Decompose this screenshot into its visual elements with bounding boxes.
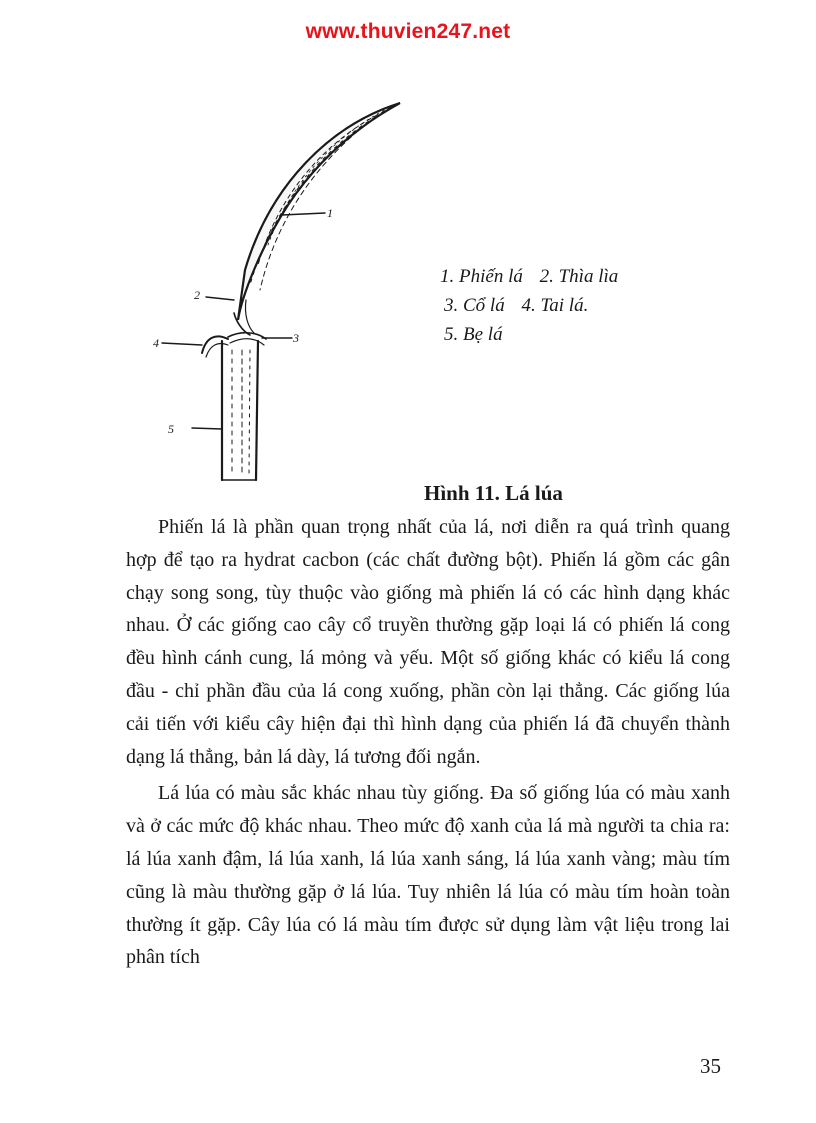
legend-item-1: 1. Phiến lá xyxy=(440,266,523,287)
callout-label-4: 4 xyxy=(153,336,159,350)
callout-label-5: 5 xyxy=(168,422,174,436)
rice-leaf-drawing xyxy=(150,95,415,490)
legend-line xyxy=(440,262,700,291)
rice-leaf-figure xyxy=(150,95,415,490)
legend-item-3: 3. Cổ lá xyxy=(444,295,505,316)
callout-label-1: 1 xyxy=(327,206,333,220)
paragraph: Lá lúa có màu sắc khác nhau tùy giống. Đa số giống lúa có màu xanh và ở các mức độ khác nhau. Theo mức độ xanh của lá mà người ta chia ra: lá lúa xanh đậm, lá lúa xanh, lá lúa xanh sáng, lá lúa xanh vàng; màu tím cũng là màu thường gặp ở lá lúa. Tuy nhiên lá lúa có màu tím hoàn toàn thường ít gặp. Cây lúa có lá màu tím được sử dụng làm vật liệu trong lai phân tích xyxy=(126,782,730,969)
legend-item-5: 5. Bẹ lá xyxy=(444,324,503,345)
paragraph: Phiến lá là phần quan trọng nhất của lá, nơi diễn ra quá trình quang hợp để tạo ra hydrat cacbon (các chất đường bột). Phiến lá gồm các gân chạy song song, tùy thuộc vào giống mà phiến lá có các hình dạng khác nhau. Ở các giống cao cây cổ truyền thường gặp loại lá có phiến lá cong đều hình cánh cung, lá mỏng và yếu. Một số giống khác có kiểu lá cong đầu - chỉ phần đầu của lá cong xuống, phần còn lại thẳng. Các giống lúa cải tiến với kiểu cây hiện đại thì hình dạng của phiến lá đã chuyển thành dạng lá thẳng, bản lá dày, lá tương đối ngắn. xyxy=(126,516,730,768)
legend-line xyxy=(440,320,700,349)
watermark-url: www.thuvien247.net xyxy=(305,20,511,43)
legend-line xyxy=(440,291,700,320)
callout-label-3: 3 xyxy=(293,331,299,345)
body-text xyxy=(126,511,730,974)
page-number: 35 xyxy=(700,1054,721,1078)
legend-item-4: 4. Tai lá. xyxy=(521,295,589,316)
figure-legend xyxy=(440,262,700,349)
legend-item-2: 2. Thìa lìa xyxy=(539,266,619,287)
figure-caption: Hình 11. Lá lúa xyxy=(424,481,563,505)
callout-label-2: 2 xyxy=(194,288,200,302)
